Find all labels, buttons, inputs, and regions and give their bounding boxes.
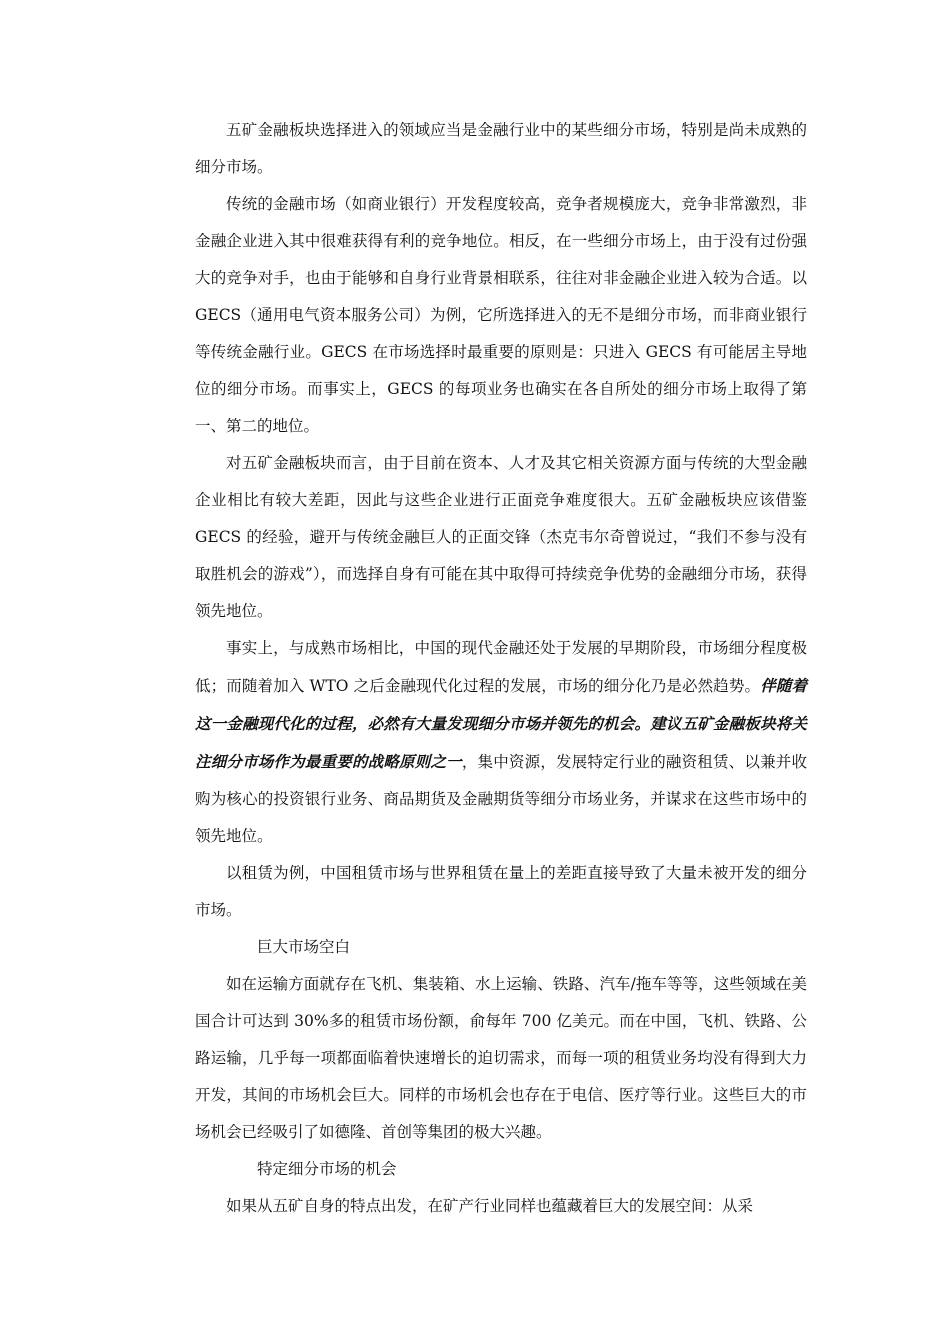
document-body bbox=[195, 112, 807, 1225]
paragraph-7: 如果从五矿自身的特点出发，在矿产行业同样也蕴藏着巨大的发展空间：从采 bbox=[226, 1197, 754, 1215]
paragraph-4-lead: 事实上，与成熟市场相比，中国的现代金融还处于发展的早期阶段，市场细分程度极低；而随着加入 WTO 之后金融现代化过程的发展，市场的细分化乃是必然趋势。 bbox=[195, 639, 807, 695]
paragraph-1: 五矿金融板块选择进入的领域应当是金融行业中的某些细分市场，特别是尚未成熟的细分市场。 bbox=[195, 121, 807, 176]
paragraph-6: 如在运输方面就存在飞机、集装箱、水上运输、铁路、汽车/拖车等等，这些领域在美国合计可达到 30%多的租赁市场份额，俞每年 700 亿美元。而在中国，飞机、铁路、公路运输，几乎每一项都面临着快速增长的迫切需求，而每一项的租赁业务均没有得到大力开发，其间的市场机会巨大。同样的市场机会也存在于电信、医疗等行业。这些巨大的市场机会已经吸引了如德隆、首创等集团的极大兴趣。 bbox=[195, 975, 807, 1141]
paragraph-4-tail: ，集中资源，发展特定行业的融资租赁、以兼并收购为核心的投资银行业务、商品期货及金融期货等细分市场业务，并谋求在这些市场中的领先地位。 bbox=[195, 753, 807, 845]
paragraph-2: 传统的金融市场（如商业银行）开发程度较高，竞争者规模庞大，竞争非常激烈，非金融企业进入其中很难获得有利的竞争地位。相反，在一些细分市场上，由于没有过份强大的竞争对手，也由于能够和自身行业背景相联系，往往对非金融企业进入较为合适。以 GECS（通用电气资本服务公司）为例，它所选择进入的无不是细分市场，而非商业银行等传统金融行业。GECS 在市场选择时最重要的原则是：只进入 GECS 有可能居主导地位的细分市场。而事实上，GECS 的每项业务也确实在各自所处的细分市场上取得了第一、第二的地位。 bbox=[195, 195, 807, 435]
paragraph-4-emphasis: 伴随着这一金融现代化的过程，必然有大量发现细分市场并领先的机会。建议五矿金融板块将关注细分市场作为最重要的战略原则之一 bbox=[195, 676, 807, 771]
paragraph-4 bbox=[195, 630, 807, 855]
paragraph-3: 对五矿金融板块而言，由于目前在资本、人才及其它相关资源方面与传统的大型金融企业相比有较大差距，因此与这些企业进行正面竞争难度很大。五矿金融板块应该借鉴 GECS 的经验，避开与传统金融巨人的正面交锋（杰克韦尔奇曾说过，“我们不参与没有取胜机会的游戏”），而选择自身有可能在其中取得可持续竞争优势的金融细分市场，获得领先地位。 bbox=[195, 454, 807, 620]
subheading-market-gap: 巨大市场空白 bbox=[257, 938, 351, 956]
subheading-niche-opportunity: 特定细分市场的机会 bbox=[257, 1160, 397, 1178]
paragraph-5: 以租赁为例，中国租赁市场与世界租赁在量上的差距直接导致了大量未被开发的细分市场。 bbox=[195, 864, 807, 919]
